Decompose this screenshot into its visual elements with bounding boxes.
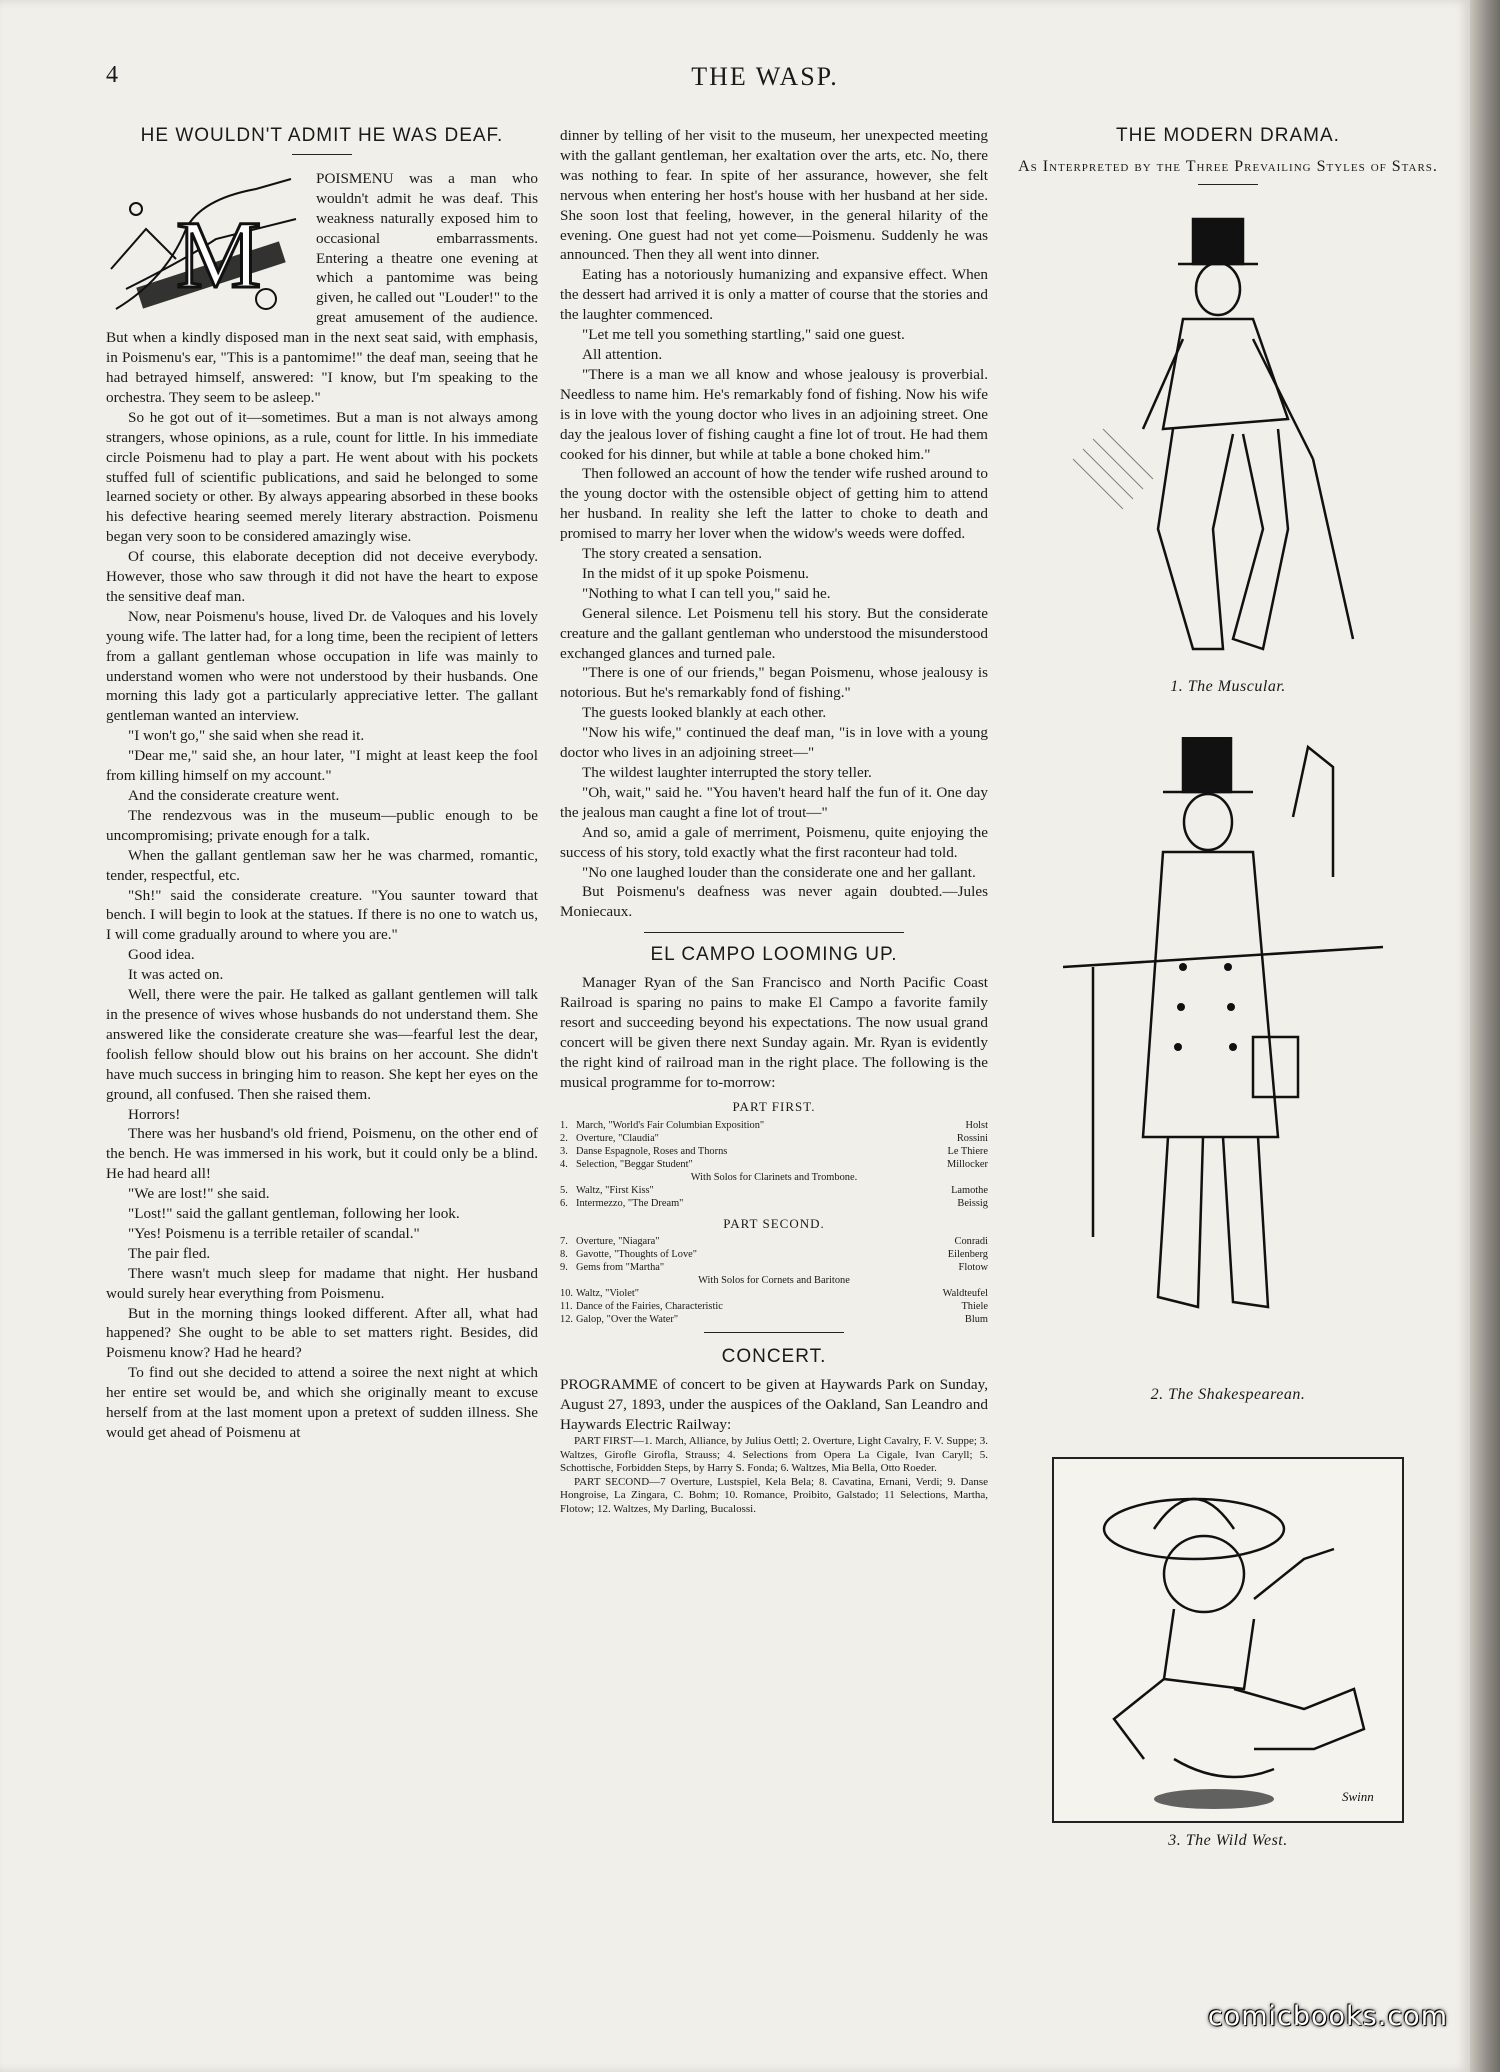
paragraph: The story created a sensation.: [582, 545, 763, 563]
programme-item: 4. Selection, "Beggar Student" Millocker: [560, 1158, 988, 1170]
divider: [292, 154, 352, 155]
paragraph: Then followed an account of how the tender wife rushed around to the young doctor with the ostensible object of getting him to attend her husband. In reality she left the latter to choke to death and promised to marry her lover when the widow's weeds were doffed.: [560, 465, 988, 543]
article-headline: HE WOULDN'T ADMIT HE WAS DEAF.: [140, 125, 504, 146]
illustration-wild-west: [1052, 1457, 1404, 1823]
programme-list: [560, 1235, 988, 1326]
page-spine: [1470, 0, 1500, 2072]
figure-caption: 1. The Muscular.: [1170, 677, 1286, 695]
programme-item: 10. Waltz, "Violet" Waldteufel: [560, 1288, 988, 1300]
programme-paragraph: PART FIRST—1. March, Alliance, by Julius Oettl; 2. Overture, Light Cavalry, F. V. Suppe; 3. Waltzes, Girofle Girofla, Strauss; 4. Selections from Opera La Cigale, Ivan Caryll; 5. Schottische, Forbidden Steps, by Harry S. Fonda; 6. Waltzes, Mia Bella, Otto Roeder.: [560, 1435, 988, 1475]
programme-item: 5. Waltz, "First Kiss" Lamothe: [560, 1184, 988, 1196]
column-3: [1005, 126, 1451, 1851]
paragraph: The guests looked blankly at each other.: [582, 704, 827, 722]
programme-item: 9. Gems from "Martha" Flotow: [560, 1262, 988, 1274]
paragraph: And so, amid a gale of merriment, Poismenu, quite enjoying the success of his story, told exactly what the first raconteur had told.: [560, 823, 988, 861]
paragraph: When the gallant gentleman saw her he was charmed, romantic, tender, respectful, etc.: [106, 846, 538, 884]
illustration-shakespearean: [1063, 737, 1393, 1377]
programme-item: 8. Gavotte, "Thoughts of Love" Eilenberg: [560, 1249, 988, 1261]
article-headline: EL CAMPO LOOMING UP.: [650, 944, 898, 966]
column-2: [560, 126, 988, 1516]
paragraph: POISMENU was a man who wouldn't admit he was deaf. This weakness naturally exposed him to occasional embarrassments. Entering a theatre one evening at which a pantomime was being given, he called out "Louder!" to the great amusement of the audience. But when a kindly disposed man in the next seat said, with emphasis, in Poismenu's ear, "This is a pantomime!" the deaf man, seeing that he had betrayed himself, answered: "I know, but I'm speaking to the orchestra. They seem to be asleep.": [106, 169, 538, 406]
programme-paragraph: PART SECOND—7 Overture, Lustspiel, Kela Bela; 8. Cavatina, Ernani, Verdi; 9. Danse Hongroise, La Zingara, C. Bohm; 10. Romance, Proibito, Galstado; 11 Selections, Martha, Flotow; 12. Waltzes, My Darling, Bucalossi.: [560, 1475, 988, 1515]
paragraph: Eating has a notoriously humanizing and expansive effect. When the dessert had arrived it is only a matter of course that the stories and the laughter commenced.: [560, 266, 988, 324]
paragraph: Of course, this elaborate deception did not deceive everybody. However, those who saw through it did not have the heart to expose the sensitive deaf man.: [106, 548, 538, 605]
paragraph: "Nothing to what I can tell you," said he.: [582, 584, 831, 602]
paragraph: In the midst of it up spoke Poismenu.: [582, 564, 809, 582]
shakespearean-actor-icon: [1063, 737, 1393, 1377]
paragraph: To find out she decided to attend a soiree the next night at which her entire set would be, and which she originally meant to excuse herself from at the last moment upon a pretext of sudden illness. She would get ahead of Poismenu at: [106, 1364, 538, 1441]
programme-part-label: PART FIRST.: [732, 1098, 816, 1114]
paragraph: And the considerate creature went.: [128, 787, 340, 804]
paragraph: There wasn't much sleep for madame that night. Her husband would surely hear everything from Poismenu.: [106, 1264, 538, 1302]
artist-signature: Swinn: [1342, 1788, 1374, 1804]
paragraph: Manager Ryan of the San Francisco and North Pacific Coast Railroad is sparing no pains to make El Campo a favorite family resort and succeeding beyond his expectations. The now usual grand concert will be given there next Sunday again. Mr. Ryan is evidently the right kind of railroad man in the right place. The following is the musical programme for to-morrow:: [560, 974, 988, 1091]
paragraph: "Sh!" said the considerate creature. "You saunter toward that bench. I will begin to look at the statues. If there is no one to watch us, I will come gradually around to where you are.": [106, 886, 538, 944]
dropcap-illustration: [106, 169, 304, 321]
paragraph: Horrors!: [128, 1105, 181, 1123]
paragraph: But Poismenu's deafness was never again doubted.—Jules Moniecaux.: [560, 883, 988, 921]
illustration-muscular: [1063, 199, 1393, 669]
programme-item: 1. March, "World's Fair Columbian Exposition" Holst: [560, 1119, 988, 1131]
paragraph: "Oh, wait," said he. "You haven't heard half the fun of it. One day the jealous man caught a fine lot of trout—": [560, 783, 988, 821]
sidebar-headline: THE MODERN DRAMA.: [1116, 125, 1340, 146]
paragraph: The wildest laughter interrupted the story teller.: [582, 764, 872, 781]
masthead: THE WASP.: [691, 62, 839, 91]
paragraph: Well, there were the pair. He talked as gallant gentlemen will talk in the presence of wives whose husbands do not understand them. She answered like the considerate creature she was—fearful lest the dear, foolish fellow should blow out his brains on her account. She didn't have much success in bringing him to reason. She kept her eyes on the ground, all confused. Then she raised them.: [106, 986, 538, 1103]
paragraph: So he got out of it—sometimes. But a man is not always among strangers, whose opinions, as a rule, count for little. In his immediate circle Poismenu had to play a part. He went about with his pockets stuffed full of scientific publications, and said he belonged to some learned society or other. By always appearing absorbed in these books his defective hearing seemed merely literary abstraction. Poismenu began very soon to be considered amazingly wise.: [106, 408, 538, 546]
wild-west-actor-icon: [1054, 1459, 1402, 1821]
programme-note: With Solos for Cornets and Baritone: [698, 1275, 850, 1287]
programme-note: With Solos for Clarinets and Trombone.: [690, 1171, 858, 1183]
divider: [644, 932, 904, 933]
paragraph: Now, near Poismenu's house, lived Dr. de Valoques and his lovely young wife. The latter had, for a long time, been the recipient of letters from a gallant gentleman whose occupation in life was mainly to understand women who were not understood by their husbands. One morning this lady got a particularly appreciative letter. The gallant gentleman wanted an interview.: [106, 607, 538, 725]
programme-item: 11. Dance of the Fairies, Characteristic Thiele: [560, 1301, 988, 1313]
paragraph: "We are lost!" she said.: [128, 1185, 270, 1203]
paragraph: "I won't go," she said when she read it.: [128, 727, 365, 745]
paragraph: "Lost!" said the gallant gentleman, following her look.: [128, 1205, 460, 1223]
figure-caption: 2. The Shakespearean.: [1150, 1385, 1306, 1403]
programme-item: 12. Galop, "Over the Water" Blum: [560, 1314, 988, 1326]
paragraph: There was her husband's old friend, Poismenu, on the other end of the bench. He was immersed in his work, but it could only be a blind. He had heard all!: [106, 1125, 538, 1183]
paragraph: "There is a man we all know and whose jealousy is proverbial. Needless to name him. He's remarkably fond of fishing. Now his wife is in love with the young doctor who lives in an adjoining street. One day the jealous lover of fishing caught a fine lot of trout. He had them cooked for his dinner, but while at table a bone choked him.": [560, 365, 988, 463]
programme-item: 2. Overture, "Claudia" Rossini: [560, 1132, 988, 1144]
paragraph: PROGRAMME of concert to be given at Haywards Park on Sunday, August 27, 1893, under the auspices of the Oakland, San Leandro and Haywards Electric Railway:: [560, 1376, 988, 1434]
dropcap-m-icon: [106, 169, 304, 321]
paragraph: "No one laughed louder than the considerate one and her gallant.: [582, 863, 976, 881]
paragraph: "There is one of our friends," began Poismenu, whose jealousy is notorious. But he's remarkably fond of fishing.": [560, 664, 988, 702]
programme-item: 7. Overture, "Niagara" Conradi: [560, 1236, 988, 1248]
figure-caption: 3. The Wild West.: [1168, 1831, 1288, 1849]
paragraph: The pair fled.: [128, 1244, 211, 1262]
divider: [1198, 184, 1258, 185]
paragraph: But in the morning things looked different. After all, what had happened? She ought to be able to set matters right. Besides, did Poismenu know? Had he heard?: [106, 1304, 538, 1362]
paragraph: The rendezvous was in the museum—public enough to be uncompromising; private enough for a talk.: [106, 806, 538, 844]
muscular-actor-icon: [1063, 199, 1393, 669]
paragraph: All attention.: [582, 345, 663, 363]
svg-text:M: M: [176, 200, 262, 308]
programme-item: 6. Intermezzo, "The Dream" Beissig: [560, 1197, 988, 1209]
paragraph: dinner by telling of her visit to the museum, her unexpected meeting with the gallant gentleman, her exaltation over the arts, etc. No, there was nothing to fear. In spite of her assurance, however, she felt nervous when entering her host's house with her husband at her side. She soon lost that feeling, however, in the general hilarity of the evening. One guest had not yet come—Poismenu. Suddenly he was announced. Then they all went into dinner.: [560, 127, 988, 264]
paragraph: "Yes! Poismenu is a terrible retailer of scandal.": [128, 1224, 420, 1242]
programme-item: 3. Danse Espagnole, Roses and Thorns Le Thiere: [560, 1145, 988, 1157]
paragraph: General silence. Let Poismenu tell his story. But the considerate creature and the gallant gentleman who understood the misunderstood exchanged glances and turned pale.: [560, 604, 988, 662]
paragraph: It was acted on.: [128, 966, 224, 984]
sidebar-subtitle: As Interpreted by the Three Prevailing Styles of Stars.: [1018, 157, 1438, 175]
paragraph: "Let me tell you something startling," said one guest.: [582, 326, 905, 344]
paragraph: "Now his wife," continued the deaf man, "is in love with a young doctor who lives in an adjoining street—": [560, 724, 988, 762]
divider: [704, 1332, 844, 1333]
page-number: 4: [106, 62, 118, 88]
paragraph: "Dear me," said she, an hour later, "I might at least keep the fool from killing himself on my account.": [106, 747, 538, 785]
page-header: [0, 62, 1470, 102]
programme-list: [560, 1119, 988, 1210]
column-1: [106, 126, 538, 1443]
article-headline: CONCERT.: [721, 1346, 827, 1368]
programme-part-label: PART SECOND.: [723, 1215, 825, 1231]
site-watermark: comicbooks.com: [1207, 2001, 1448, 2032]
paragraph: Good idea.: [128, 946, 195, 964]
